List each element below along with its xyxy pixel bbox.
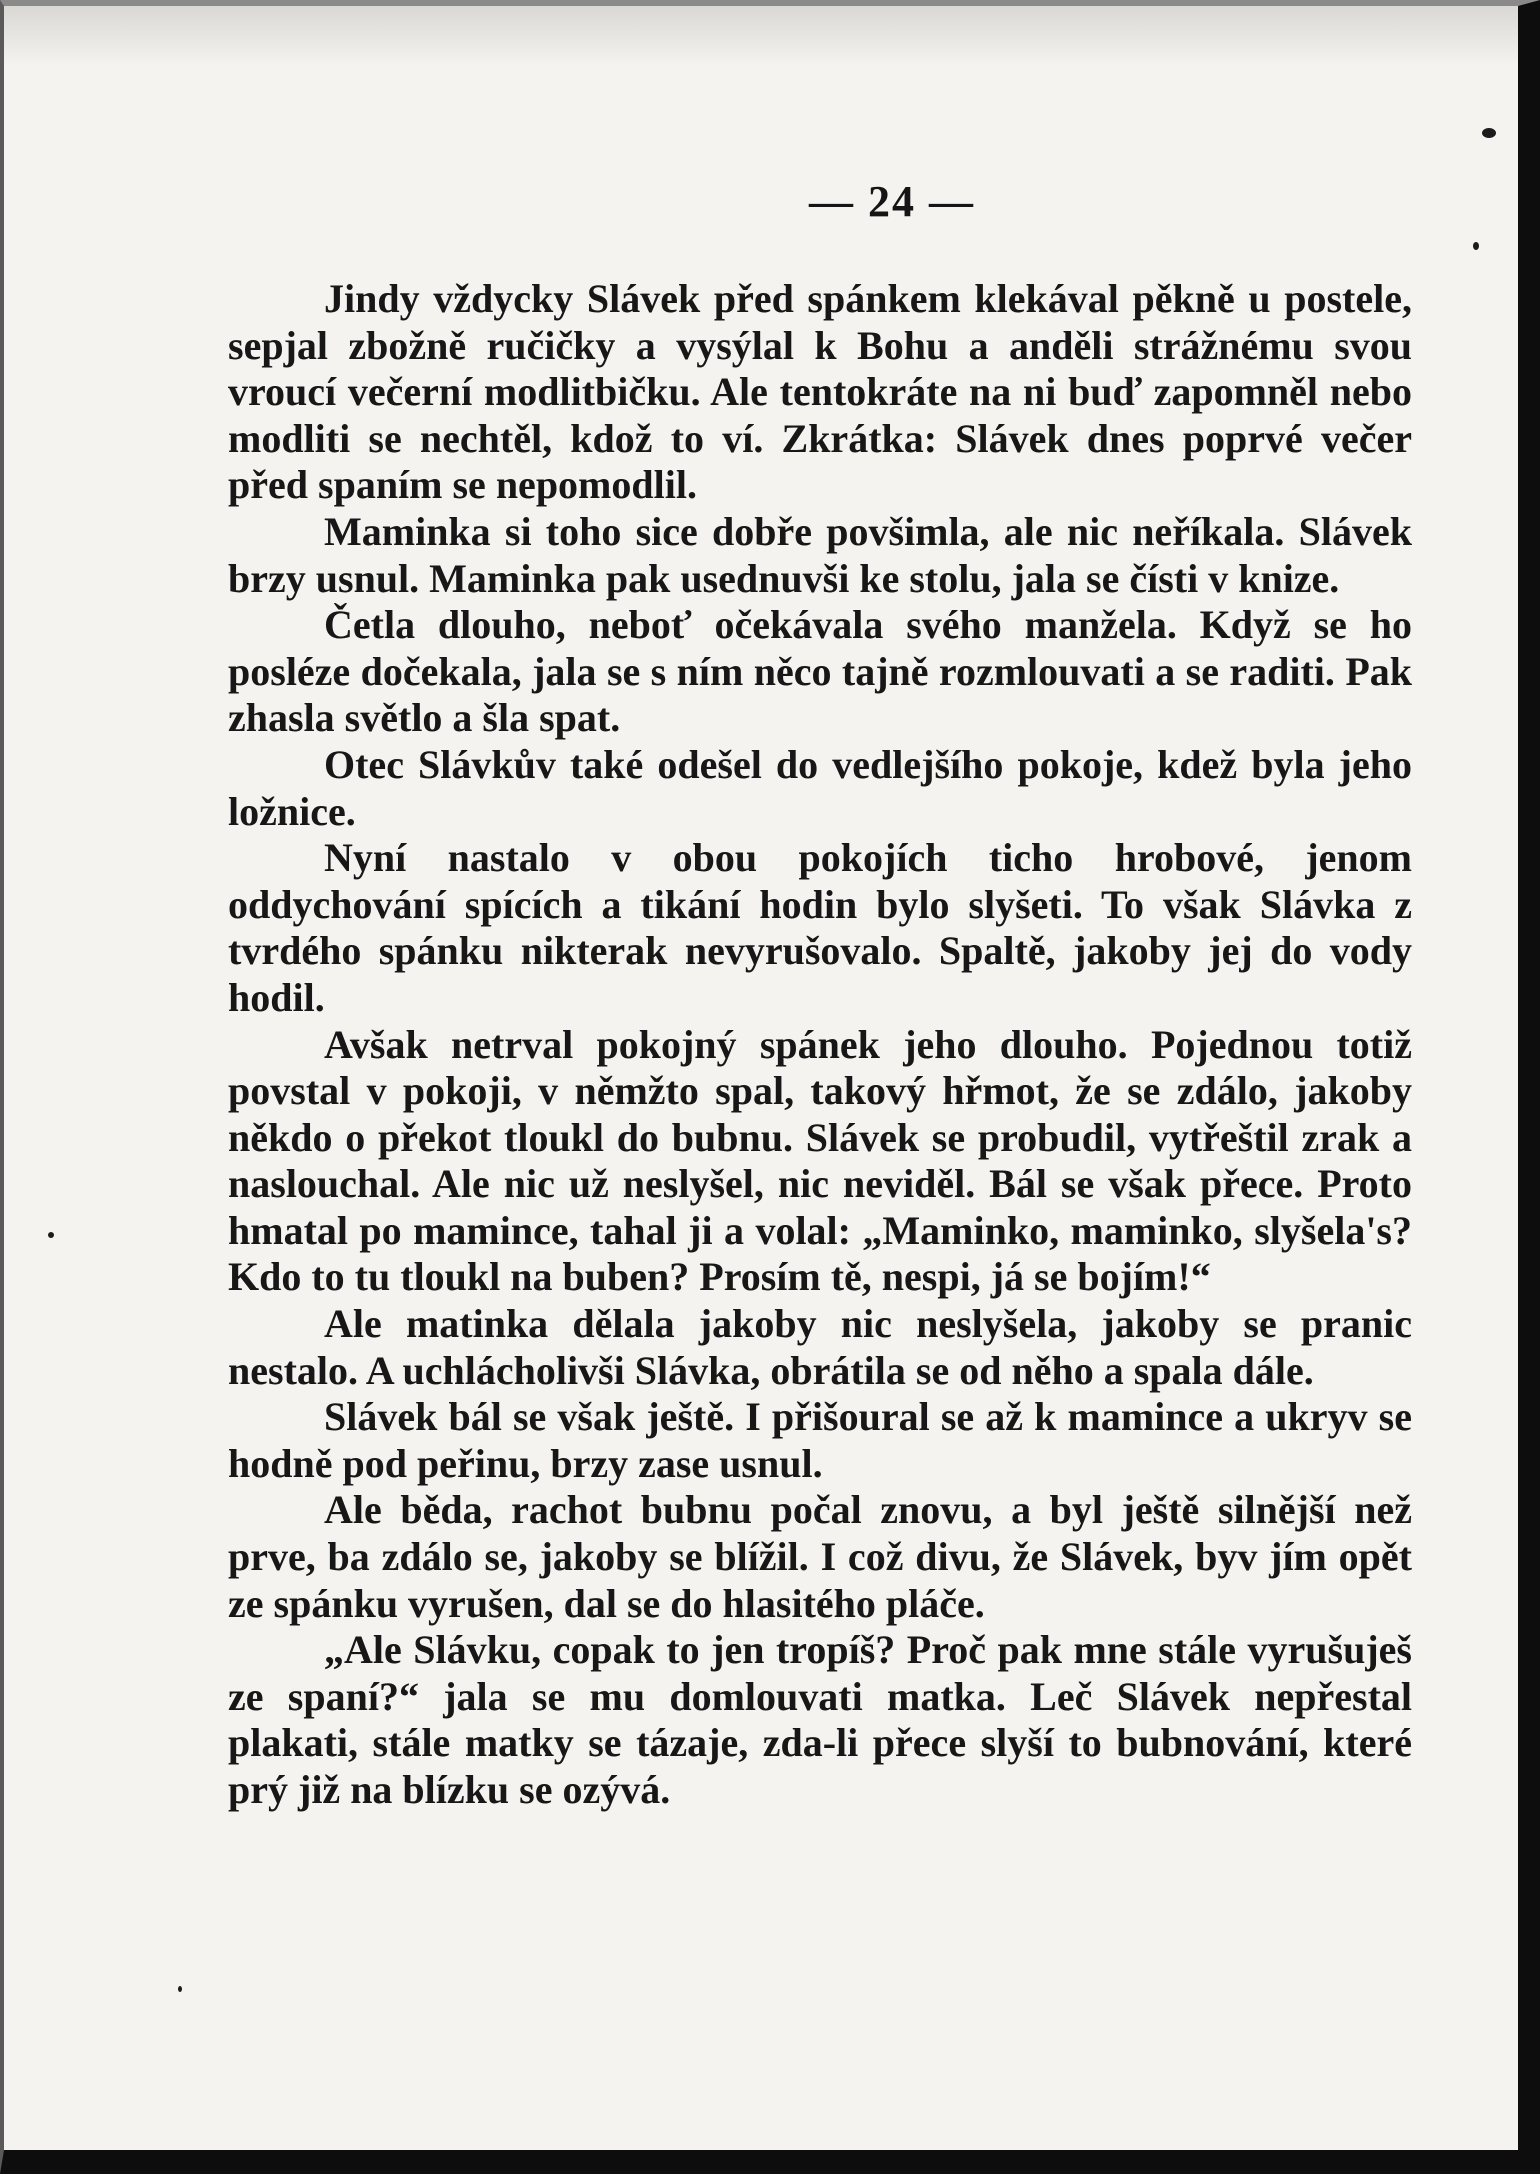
paragraph: Slávek bál se však ještě. I přišoural se až k mamince a ukryv se hodně pod peřinu, brzy zase usnul. [228,1394,1412,1486]
ink-speck-mark [48,1232,54,1238]
ink-speck-mark [1473,242,1479,250]
ink-speck-mark [178,1986,182,1992]
paragraph: Otec Slávkův také odešel do vedlejšího pokoje, kdež byla jeho ložnice. [228,741,1412,834]
paragraph: Nyní nastalo v obou pokojích ticho hrobové, jenom oddychování spících a tikání hodin bylo slyšeti. To však Slávka z tvrdého spánku nikterak nevyrušovalo. Spaltě, jakoby jej do vody hodil. [228,835,1412,1020]
paragraph: Ale běda, rachot bubnu počal znovu, a byl ještě silnější než prve, ba zdálo se, jakoby se blížil. I což divu, že Slávek, byv jím opět ze spánku vyrušen, dal se do hlasitého pláče. [228,1487,1412,1626]
paragraph: Avšak netrval pokojný spánek jeho dlouho. Pojednou totiž povstal v pokoji, v němžto spal, takový hřmot, že se zdálo, jakoby někdo o překot tloukl do bubnu. Slávek se probudil, vytřeštil zrak a naslouchal. Ale nic už neslyšel, nic neviděl. Bál se však přece. Proto hmatal po mamince, tahal ji a volal: „Maminko, maminko, slyšela's? Kdo to tu tloukl na buben? Prosím tě, nespi, já se bojím!“ [228,1021,1412,1300]
paragraph: Maminka si toho sice dobře povšimla, ale nic neříkala. Slávek brzy usnul. Maminka pak usednuvši ke stolu, jala se čísti v knize. [228,508,1412,601]
body-text [228,276,1412,1814]
paragraph: Jindy vždycky Slávek před spánkem klekával pěkně u postele, sepjal zbožně ručičky a vysýlal k Bohu a anděli strážnému svou vroucí večerní modlitbičku. Ale tentokráte na ni buď zapomněl nebo modliti se nechtěl, kdož to ví. Zkrátka: Slávek dnes poprvé večer před spaním se nepomodlil. [228,276,1412,508]
paragraph: Ale matinka dělala jakoby nic neslyšela, jakoby se pranic nestalo. A uchlácholivši Slávka, obrátila se od něho a spala dále. [228,1301,1412,1393]
page-number: — 24 — [809,177,975,226]
paragraph: Četla dlouho, neboť očekávala svého manžela. Když se ho posléze dočekala, jala se s ním něco tajně rozmlouvati a se raditi. Pak zhasla světlo a šla spat. [228,602,1412,741]
paragraph: „Ale Slávku, copak to jen tropíš? Proč pak mne stále vyrušuješ ze spaní?“ jala se mu domlouvati matka. Leč Slávek nepřestal plakati, stále matky se tázaje, zda-li přece slyší to bubnování, které prý již na blízku se ozývá. [228,1627,1412,1812]
ink-speck-mark [1482,128,1496,138]
